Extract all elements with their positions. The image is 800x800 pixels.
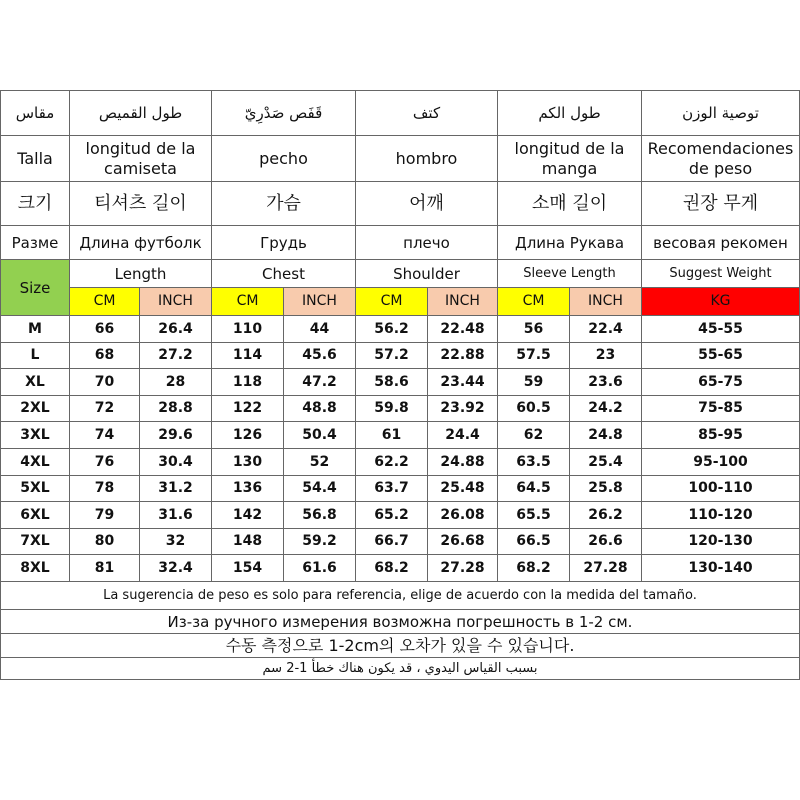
table-cell: 32.4 — [140, 555, 212, 582]
note-ar: بسبب القياس اليدوي ، قد يكون هناك خطأ 1-2 سم — [0, 658, 800, 680]
size-chart — [0, 90, 800, 710]
group-header-2: Shoulder — [356, 260, 498, 288]
table-cell: 23 — [570, 343, 642, 369]
size-label-cell: M — [0, 316, 70, 343]
table-cell: 24.88 — [428, 449, 498, 476]
header-cell-r0-c1: طول القميص — [70, 90, 212, 136]
unit-inch-3: INCH — [570, 288, 642, 316]
table-cell: 63.5 — [498, 449, 570, 476]
size-label-cell: 7XL — [0, 529, 70, 555]
table-cell: 23.92 — [428, 396, 498, 422]
table-cell: 78 — [70, 476, 140, 502]
table-cell: 54.4 — [284, 476, 356, 502]
table-cell: 52 — [284, 449, 356, 476]
table-cell: 27.28 — [428, 555, 498, 582]
table-cell: 25.4 — [570, 449, 642, 476]
table-cell: 29.6 — [140, 422, 212, 449]
table-cell: 27.28 — [570, 555, 642, 582]
table-cell: 66.5 — [498, 529, 570, 555]
header-cell-r2-c1: 티셔츠 길이 — [70, 182, 212, 226]
size-header-cell: Size — [0, 260, 70, 316]
table-cell: 56.8 — [284, 502, 356, 529]
table-cell: 76 — [70, 449, 140, 476]
table-cell: 30.4 — [140, 449, 212, 476]
table-cell: 100-110 — [642, 476, 800, 502]
unit-inch-2: INCH — [428, 288, 498, 316]
table-cell: 47.2 — [284, 369, 356, 396]
table-cell: 26.08 — [428, 502, 498, 529]
table-cell: 62 — [498, 422, 570, 449]
header-cell-r2-c4: 소매 길이 — [498, 182, 642, 226]
table-cell: 114 — [212, 343, 284, 369]
table-cell: 28.8 — [140, 396, 212, 422]
header-cell-r1-c2: pecho — [212, 136, 356, 182]
header-cell-r2-c2: 가슴 — [212, 182, 356, 226]
header-cell-r3-c1: Длина футболк — [70, 226, 212, 260]
table-cell: 130 — [212, 449, 284, 476]
group-header-0: Length — [70, 260, 212, 288]
table-cell: 74 — [70, 422, 140, 449]
table-cell: 45-55 — [642, 316, 800, 343]
table-cell: 66 — [70, 316, 140, 343]
table-cell: 63.7 — [356, 476, 428, 502]
table-cell: 68.2 — [356, 555, 428, 582]
header-cell-r3-c2: Грудь — [212, 226, 356, 260]
table-cell: 81 — [70, 555, 140, 582]
table-cell: 23.6 — [570, 369, 642, 396]
header-cell-r0-c0: مقاس — [0, 90, 70, 136]
table-cell: 57.5 — [498, 343, 570, 369]
table-cell: 85-95 — [642, 422, 800, 449]
size-label-cell: 8XL — [0, 555, 70, 582]
table-cell: 22.4 — [570, 316, 642, 343]
header-cell-r2-c5: 권장 무게 — [642, 182, 800, 226]
size-label-cell: 5XL — [0, 476, 70, 502]
table-cell: 65.5 — [498, 502, 570, 529]
table-cell: 95-100 — [642, 449, 800, 476]
unit-cm-3: CM — [498, 288, 570, 316]
size-label-cell: 4XL — [0, 449, 70, 476]
table-cell: 72 — [70, 396, 140, 422]
table-cell: 48.8 — [284, 396, 356, 422]
table-cell: 50.4 — [284, 422, 356, 449]
table-cell: 61.6 — [284, 555, 356, 582]
table-cell: 62.2 — [356, 449, 428, 476]
table-cell: 126 — [212, 422, 284, 449]
table-cell: 28 — [140, 369, 212, 396]
table-cell: 44 — [284, 316, 356, 343]
table-cell: 148 — [212, 529, 284, 555]
header-cell-r2-c3: 어깨 — [356, 182, 498, 226]
table-cell: 66.7 — [356, 529, 428, 555]
note-ru: Из-за ручного измерения возможна погрешность в 1-2 см. — [0, 610, 800, 634]
unit-inch-1: INCH — [284, 288, 356, 316]
table-cell: 45.6 — [284, 343, 356, 369]
header-cell-r1-c4: longitud de la manga — [498, 136, 642, 182]
header-cell-r2-c0: 크기 — [0, 182, 70, 226]
table-cell: 57.2 — [356, 343, 428, 369]
note-es: La sugerencia de peso es solo para referencia, elige de acuerdo con la medida del tamaño. — [0, 582, 800, 610]
size-label-cell: 2XL — [0, 396, 70, 422]
table-cell: 55-65 — [642, 343, 800, 369]
table-cell: 24.8 — [570, 422, 642, 449]
header-cell-r0-c4: طول الكم — [498, 90, 642, 136]
table-cell: 110-120 — [642, 502, 800, 529]
header-cell-r1-c0: Talla — [0, 136, 70, 182]
size-label-cell: XL — [0, 369, 70, 396]
table-cell: 68.2 — [498, 555, 570, 582]
table-cell: 122 — [212, 396, 284, 422]
unit-kg: KG — [642, 288, 800, 316]
header-cell-r0-c5: توصية الوزن — [642, 90, 800, 136]
table-cell: 75-85 — [642, 396, 800, 422]
table-cell: 136 — [212, 476, 284, 502]
table-cell: 58.6 — [356, 369, 428, 396]
table-cell: 25.8 — [570, 476, 642, 502]
table-cell: 118 — [212, 369, 284, 396]
group-header-3: Sleeve Length — [498, 260, 642, 288]
table-cell: 65.2 — [356, 502, 428, 529]
unit-inch-0: INCH — [140, 288, 212, 316]
table-cell: 79 — [70, 502, 140, 529]
group-header-1: Chest — [212, 260, 356, 288]
size-label-cell: 6XL — [0, 502, 70, 529]
size-label-cell: 3XL — [0, 422, 70, 449]
table-cell: 110 — [212, 316, 284, 343]
table-cell: 26.68 — [428, 529, 498, 555]
header-cell-r3-c4: Длина Рукава — [498, 226, 642, 260]
header-cell-r3-c3: плечо — [356, 226, 498, 260]
table-cell: 59 — [498, 369, 570, 396]
table-cell: 142 — [212, 502, 284, 529]
table-cell: 31.6 — [140, 502, 212, 529]
unit-cm-2: CM — [356, 288, 428, 316]
table-cell: 61 — [356, 422, 428, 449]
header-cell-r3-c5: весовая рекомен — [642, 226, 800, 260]
table-cell: 23.44 — [428, 369, 498, 396]
header-cell-r0-c3: كتف — [356, 90, 498, 136]
table-cell: 32 — [140, 529, 212, 555]
table-cell: 130-140 — [642, 555, 800, 582]
header-cell-r0-c2: قَفَص صَدْرِيّ — [212, 90, 356, 136]
table-cell: 24.4 — [428, 422, 498, 449]
header-cell-r3-c0: Разме — [0, 226, 70, 260]
table-cell: 65-75 — [642, 369, 800, 396]
group-header-4: Suggest Weight — [642, 260, 800, 288]
table-cell: 60.5 — [498, 396, 570, 422]
table-cell: 56 — [498, 316, 570, 343]
table-cell: 59.8 — [356, 396, 428, 422]
header-cell-r1-c3: hombro — [356, 136, 498, 182]
table-cell: 64.5 — [498, 476, 570, 502]
table-cell: 154 — [212, 555, 284, 582]
size-label-cell: L — [0, 343, 70, 369]
table-cell: 31.2 — [140, 476, 212, 502]
table-cell: 25.48 — [428, 476, 498, 502]
table-cell: 70 — [70, 369, 140, 396]
table-cell: 26.6 — [570, 529, 642, 555]
table-cell: 59.2 — [284, 529, 356, 555]
table-cell: 22.48 — [428, 316, 498, 343]
table-cell: 68 — [70, 343, 140, 369]
header-cell-r1-c1: longitud de la camiseta — [70, 136, 212, 182]
table-cell: 26.4 — [140, 316, 212, 343]
table-cell: 27.2 — [140, 343, 212, 369]
table-cell: 80 — [70, 529, 140, 555]
table-cell: 26.2 — [570, 502, 642, 529]
table-cell: 24.2 — [570, 396, 642, 422]
note-ko: 수동 측정으로 1-2cm의 오차가 있을 수 있습니다. — [0, 634, 800, 658]
table-cell: 120-130 — [642, 529, 800, 555]
unit-cm-0: CM — [70, 288, 140, 316]
unit-cm-1: CM — [212, 288, 284, 316]
header-cell-r1-c5: Recomendaciones de peso — [642, 136, 800, 182]
table-cell: 22.88 — [428, 343, 498, 369]
table-cell: 56.2 — [356, 316, 428, 343]
